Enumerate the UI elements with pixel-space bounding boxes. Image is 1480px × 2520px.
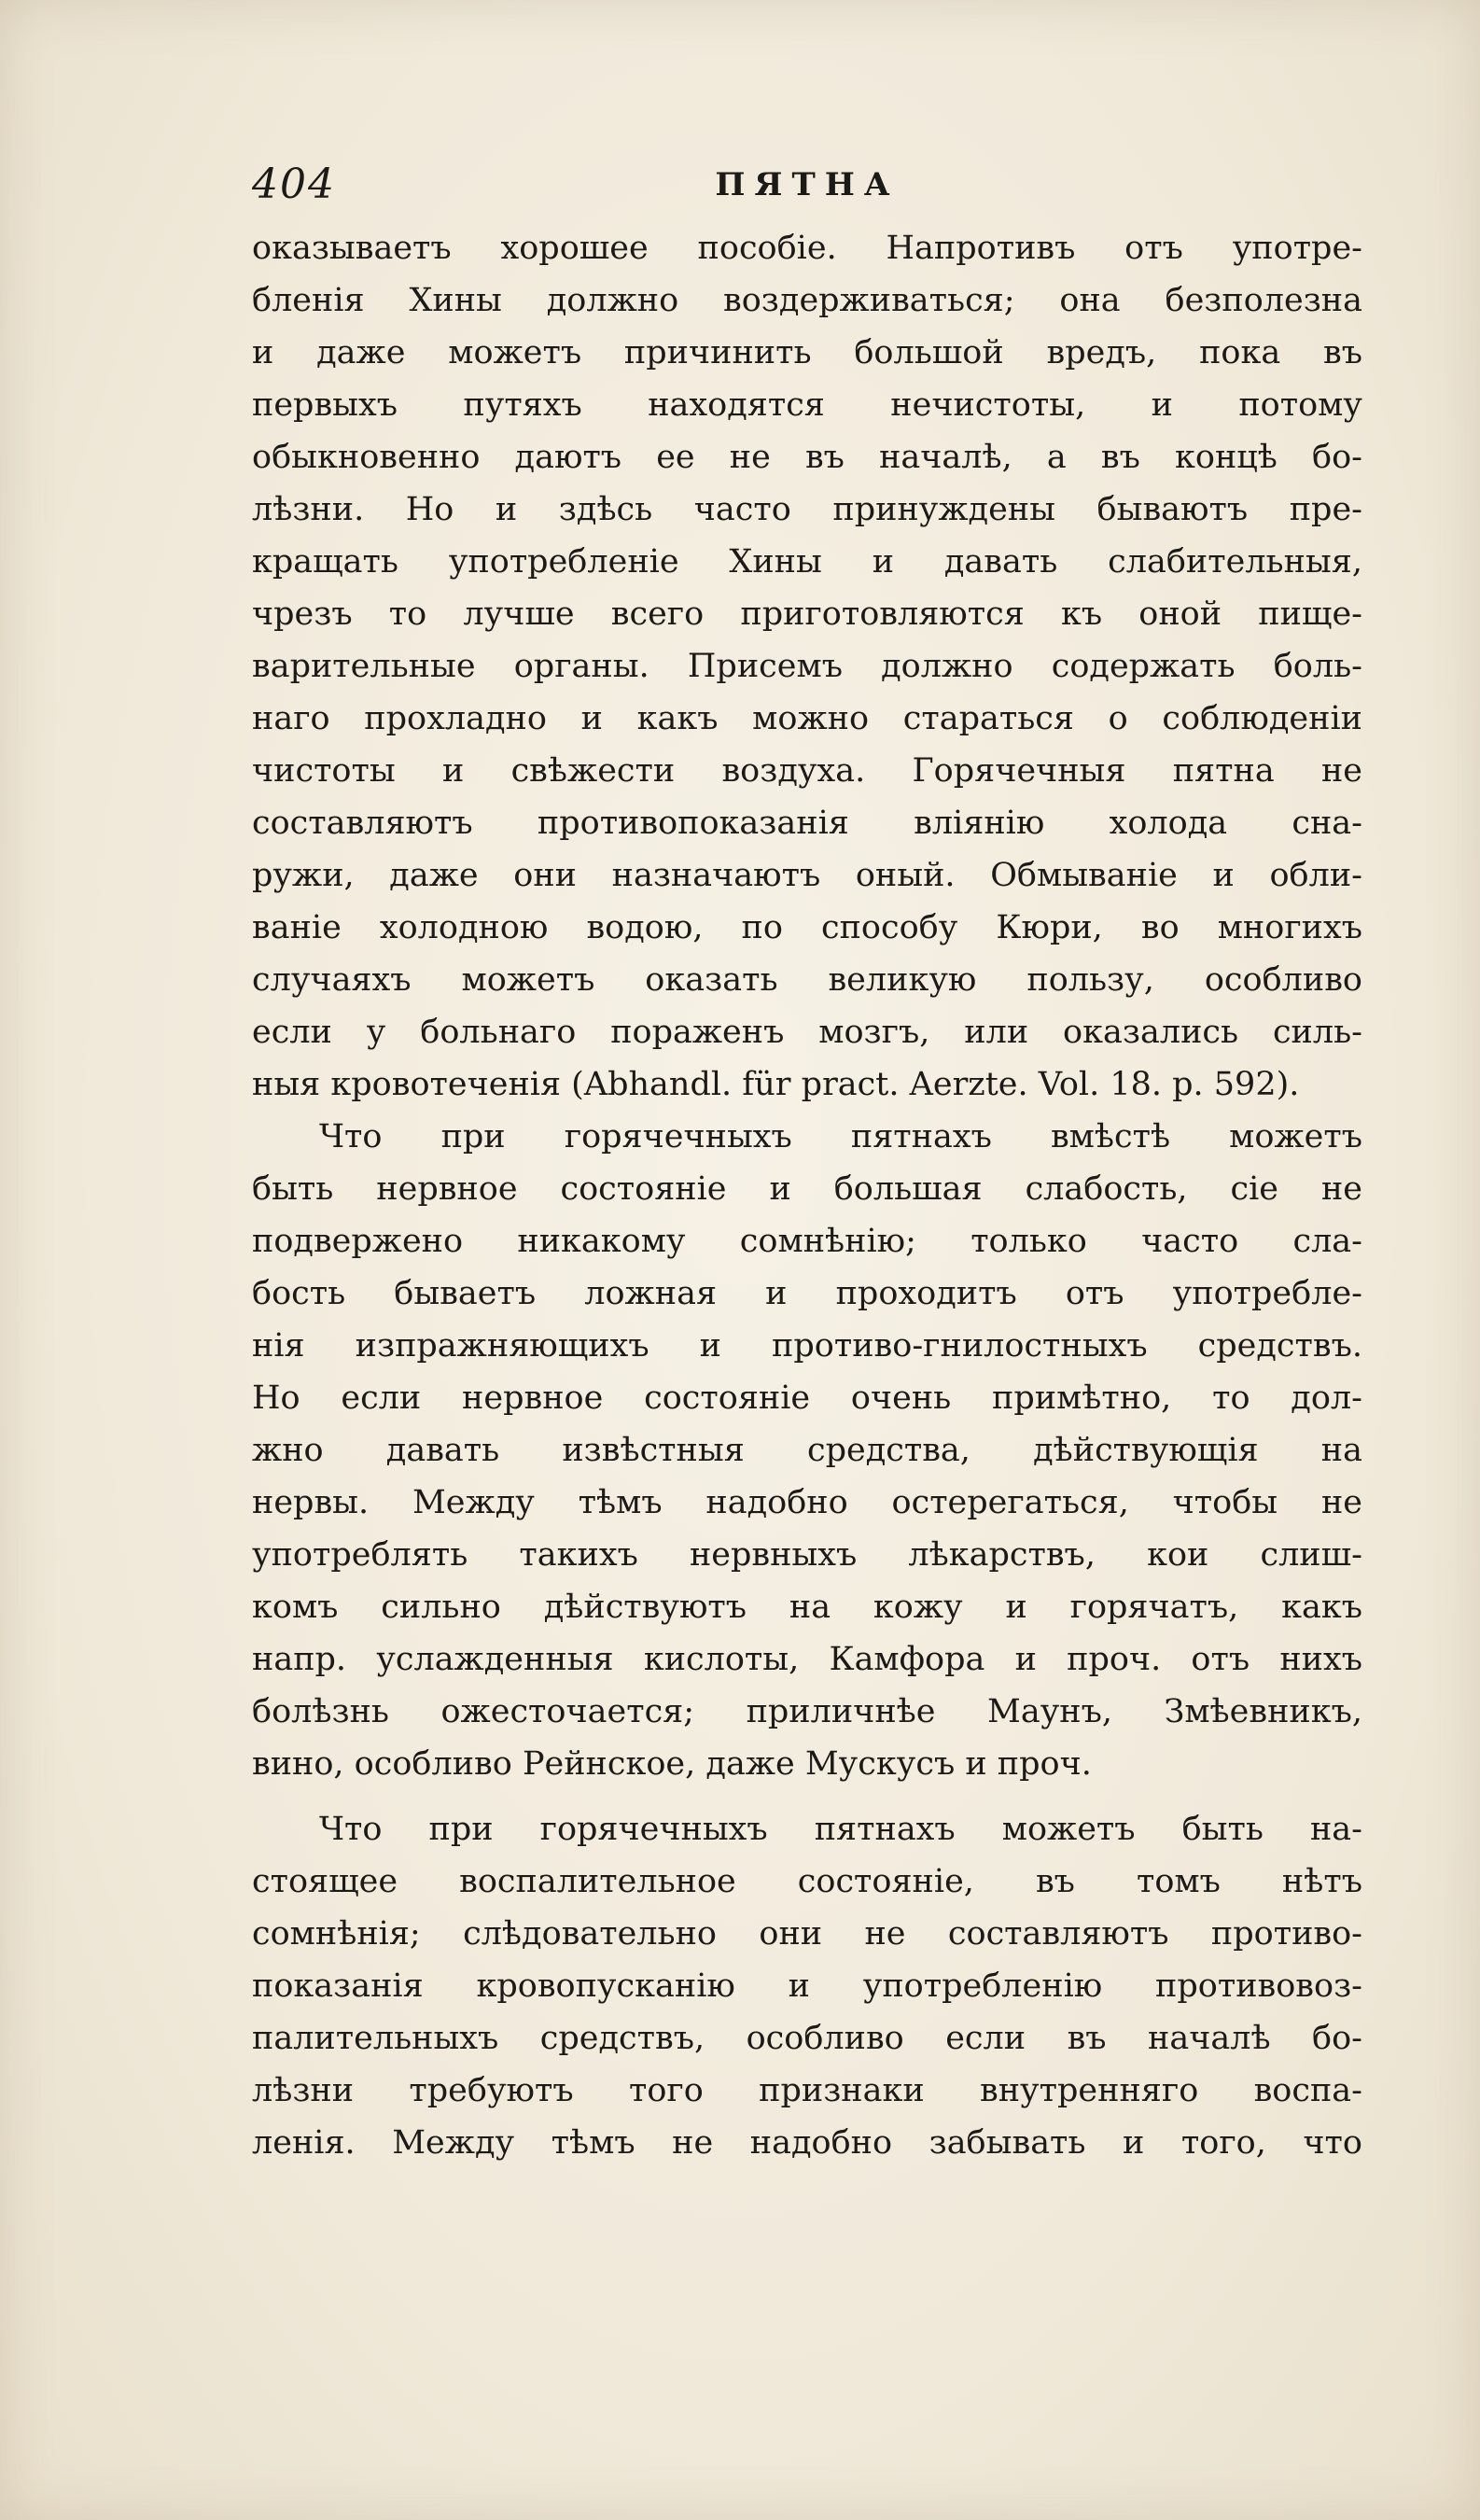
paragraph-gap bbox=[252, 1790, 1362, 1803]
text-line: показанія кровопусканію и употребленію противовоз- bbox=[252, 1967, 1362, 2005]
text-line: Что при горячечныхъ пятнахъ вмѣстѣ можетъ bbox=[319, 1118, 1362, 1155]
text-line: Что при горячечныхъ пятнахъ можетъ быть на- bbox=[319, 1811, 1362, 1848]
text-line: бленія Хины должно воздерживаться; она безполезна bbox=[252, 282, 1362, 319]
text-line: сомнѣнія; слѣдовательно они не составляютъ противо- bbox=[252, 1915, 1362, 1953]
paragraph-1 bbox=[252, 222, 1362, 1111]
text-line: если у больнаго пораженъ мозгъ, или оказались силь- bbox=[252, 1014, 1362, 1051]
text-line: ныя кровотеченія (Abhandl. für pract. Aerzte. Vol. 18. p. 592). bbox=[252, 1066, 1300, 1103]
text-line: напр. услажденныя кислоты, Камфора и проч. отъ нихъ bbox=[252, 1641, 1362, 1678]
paragraph-2 bbox=[252, 1111, 1362, 1790]
text-line: комъ сильно дѣйствуютъ на кожу и горячатъ, какъ bbox=[252, 1589, 1362, 1626]
running-title: ПЯТНА bbox=[715, 166, 900, 203]
text-line: палительныхъ средствъ, особливо если въ началѣ бо- bbox=[252, 2020, 1362, 2057]
text-line: вино, особливо Рейнское, даже Мускусъ и проч. bbox=[252, 1745, 1092, 1783]
text-line: нія изпражняющихъ и противо-гнилостныхъ средствъ. bbox=[252, 1327, 1362, 1365]
text-line: случаяхъ можетъ оказать великую пользу, особливо bbox=[252, 961, 1362, 999]
page-header bbox=[252, 157, 1362, 213]
text-line: чрезъ то лучше всего приготовляются къ оной пище- bbox=[252, 595, 1362, 633]
text-line: первыхъ путяхъ находятся нечистоты, и потому bbox=[252, 386, 1362, 424]
text-line: ружи, даже они назначаютъ оный. Обмываніе и обли- bbox=[252, 857, 1362, 894]
body-text bbox=[252, 222, 1362, 2169]
text-line: наго прохладно и какъ можно стараться о соблюденіи bbox=[252, 700, 1362, 737]
text-line: лѣзни. Но и здѣсь часто принуждены бываютъ пре- bbox=[252, 491, 1362, 528]
text-line: употреблять такихъ нервныхъ лѣкарствъ, кои слиш- bbox=[252, 1536, 1362, 1574]
page-number: 404 bbox=[252, 161, 336, 208]
text-line: болѣзнь ожесточается; приличнѣе Маунъ, Змѣевникъ, bbox=[252, 1693, 1362, 1730]
text-line: оказываетъ хорошее пособіе. Напротивъ отъ употре- bbox=[252, 230, 1362, 267]
text-line: и даже можетъ причинить большой вредъ, пока въ bbox=[252, 334, 1362, 371]
text-line: нервы. Между тѣмъ надобно остерегаться, чтобы не bbox=[252, 1484, 1362, 1521]
text-line: Но если нервное состояніе очень примѣтно, то дол- bbox=[252, 1379, 1362, 1417]
text-line: подвержено никакому сомнѣнію; только часто сла- bbox=[252, 1223, 1362, 1260]
paragraph-3 bbox=[252, 1803, 1362, 2169]
text-line: ваніе холодною водою, по способу Кюри, во многихъ bbox=[252, 909, 1362, 946]
text-line: быть нервное состояніе и большая слабость, сіе не bbox=[252, 1170, 1362, 1208]
text-line: ленія. Между тѣмъ не надобно забывать и того, что bbox=[252, 2124, 1362, 2162]
text-line: кращать употребленіе Хины и давать слабительныя, bbox=[252, 543, 1362, 581]
text-line: жно давать извѣстныя средства, дѣйствующія на bbox=[252, 1432, 1362, 1469]
text-line: стоящее воспалительное состояніе, въ томъ нѣтъ bbox=[252, 1863, 1362, 1900]
text-line: бость бываетъ ложная и проходитъ отъ употребле- bbox=[252, 1275, 1362, 1312]
text-line: составляютъ противопоказанія вліянію холода сна- bbox=[252, 805, 1362, 842]
text-line: чистоты и свѣжести воздуха. Горячечныя пятна не bbox=[252, 752, 1362, 790]
text-line: варительные органы. Присемъ должно содержать боль- bbox=[252, 648, 1362, 685]
text-line: обыкновенно даютъ ее не въ началѣ, а въ концѣ бо- bbox=[252, 439, 1362, 476]
text-line: лѣзни требуютъ того признаки внутренняго воспа- bbox=[252, 2072, 1362, 2109]
